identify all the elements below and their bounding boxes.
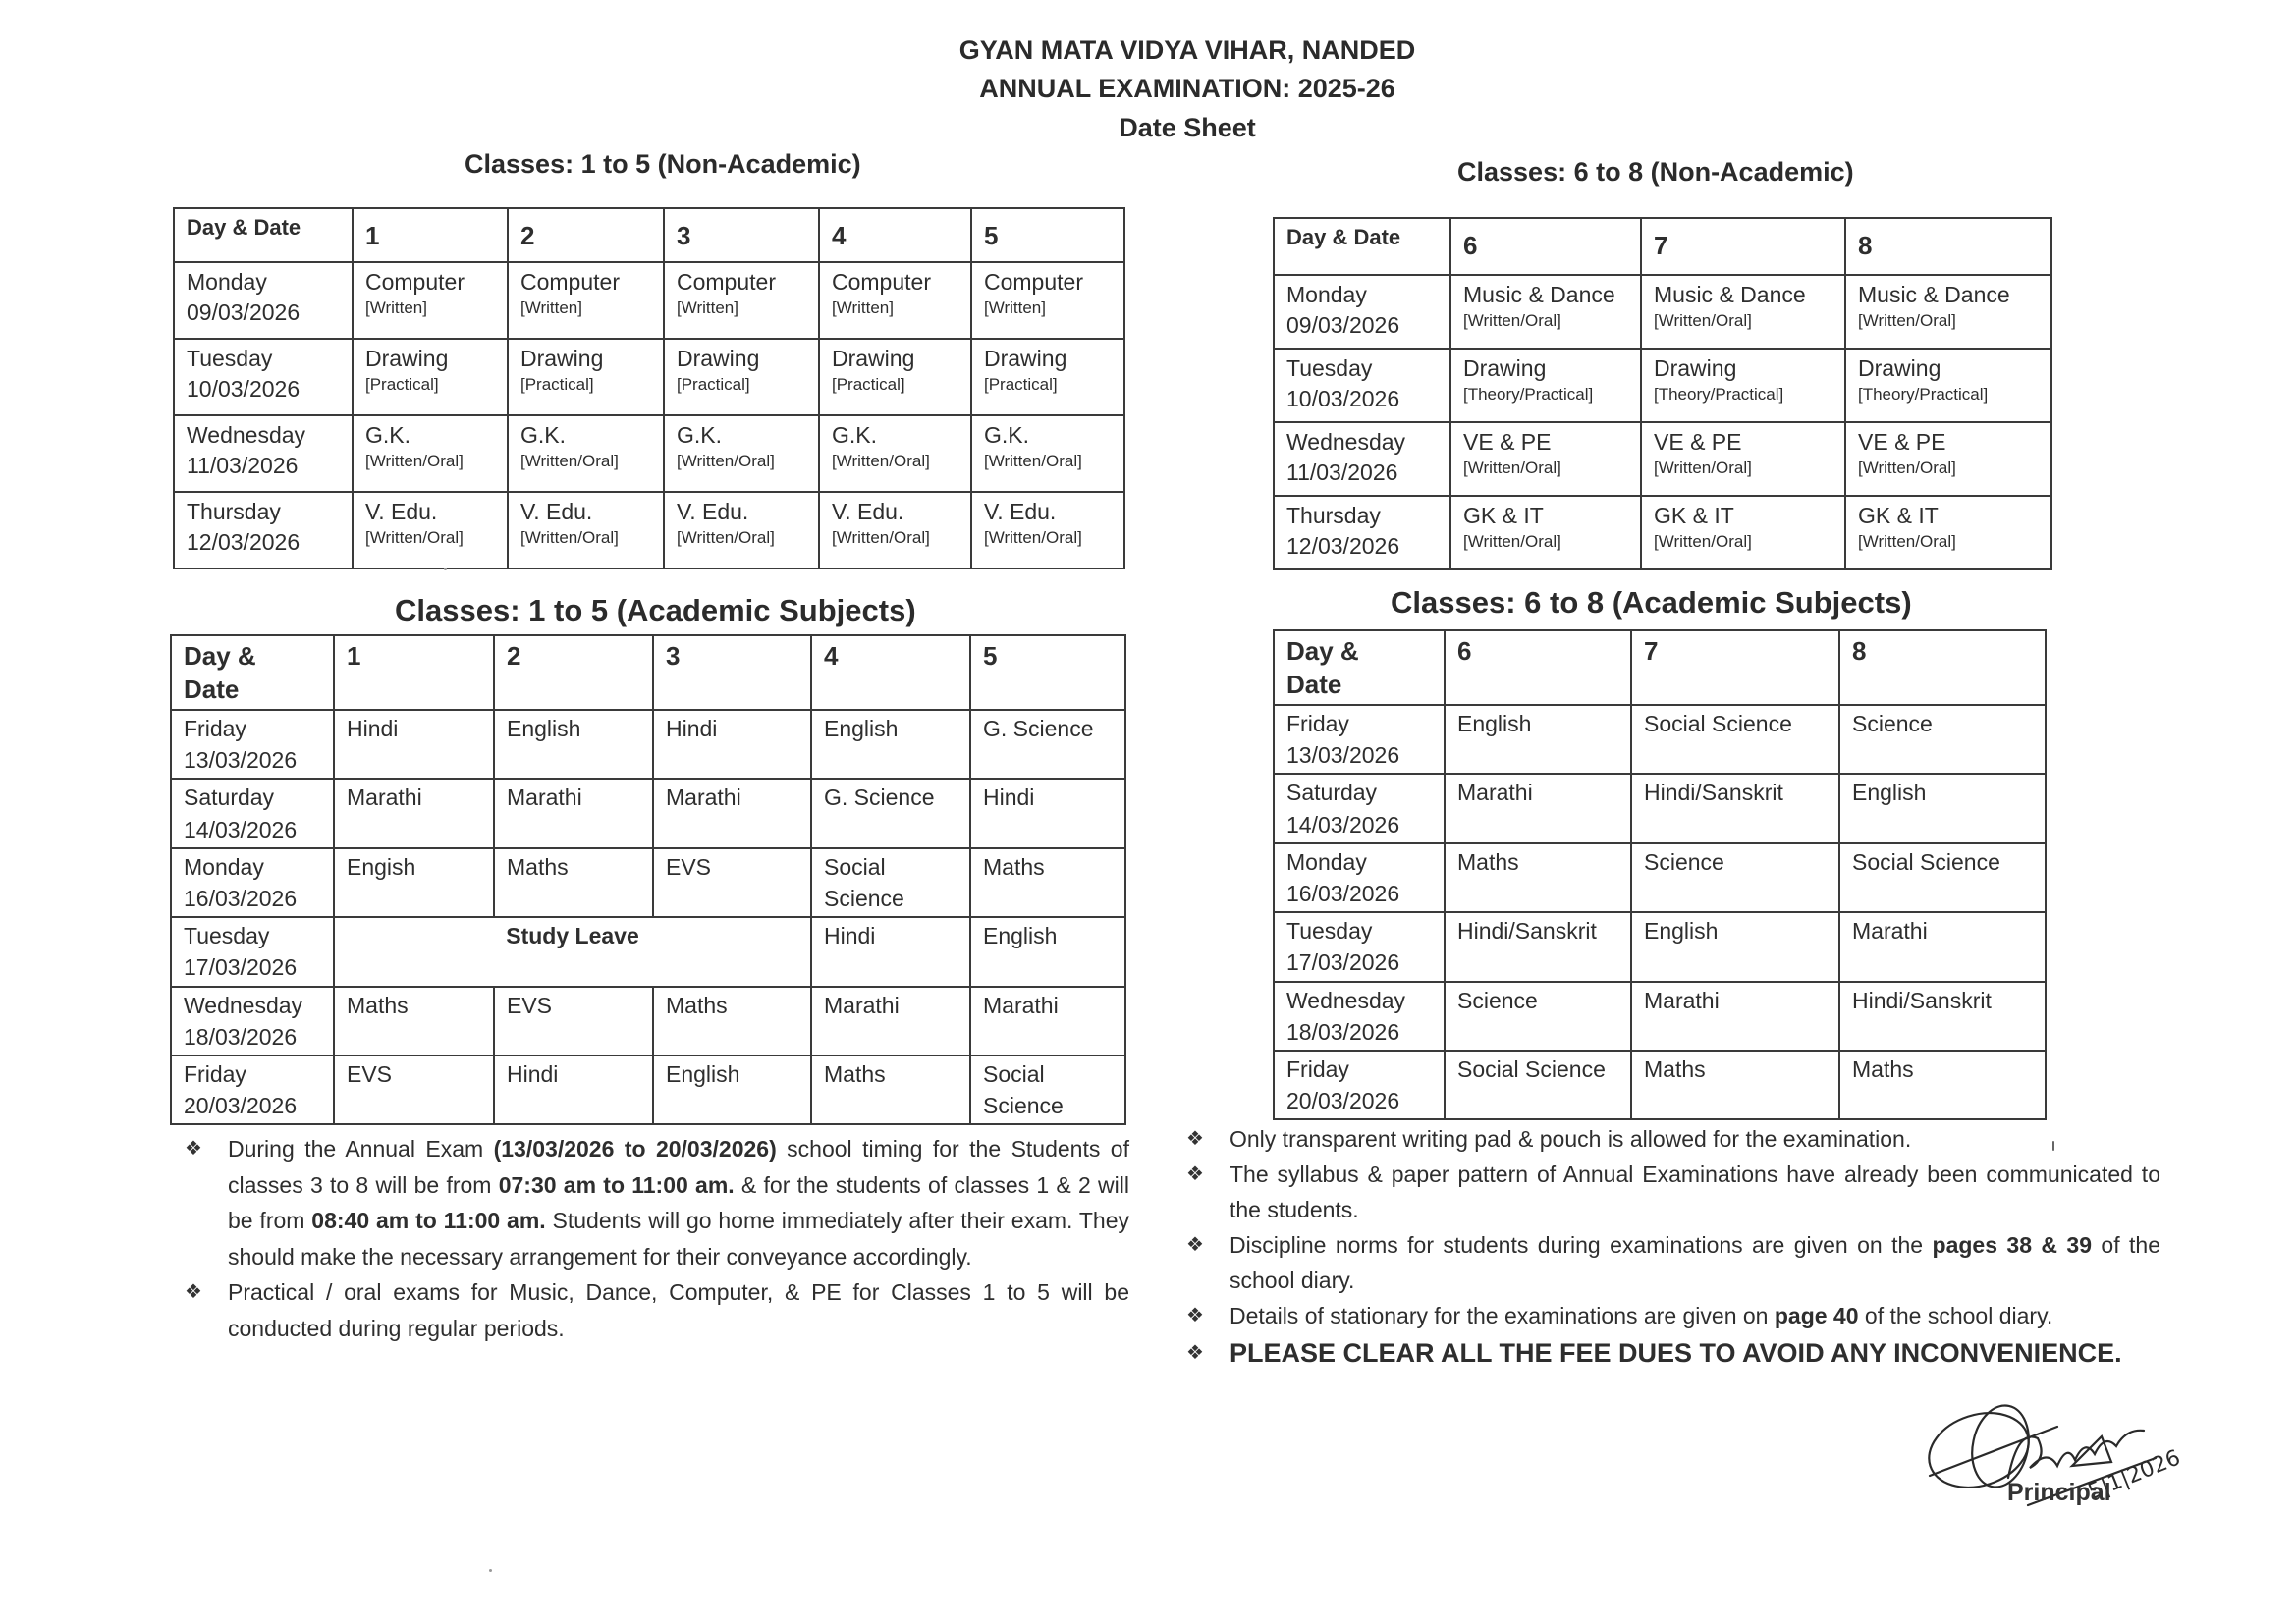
subject-name: GK & IT xyxy=(1858,503,1939,528)
exam-date: 14/03/2026 xyxy=(184,816,298,842)
subject-cell: Maths xyxy=(334,987,494,1055)
subject-cell: Marathi xyxy=(494,779,653,847)
day-date-cell xyxy=(171,1055,334,1124)
exam-date: 13/03/2026 xyxy=(1286,742,1400,769)
section-title-academic-1-5: Classes: 1 to 5 (Academic Subjects) xyxy=(395,593,916,627)
scan-speck xyxy=(444,568,447,570)
day-name: Friday xyxy=(1286,711,1349,736)
subject-name: G.K. xyxy=(365,422,411,448)
exam-date: 10/03/2026 xyxy=(187,376,301,403)
subject-cell: Hindi xyxy=(811,917,970,986)
exam-mode: [Written/Oral] xyxy=(1463,532,1561,552)
day-date-cell xyxy=(174,262,353,339)
exam-date: 12/03/2026 xyxy=(187,529,301,556)
day-date-header: Day & Date xyxy=(174,208,353,262)
date-header-line: Date xyxy=(184,674,240,704)
subject-cell: Hindi xyxy=(334,710,494,779)
class-header: 7 xyxy=(1641,218,1845,275)
subject-cell: Marathi xyxy=(653,779,811,847)
subject-cell: Hindi xyxy=(494,1055,653,1124)
class-header: 6 xyxy=(1445,630,1631,705)
exam-mode: [Written] xyxy=(520,298,582,318)
subject-cell: English xyxy=(1839,774,2046,842)
exam-mode: [Written/Oral] xyxy=(365,528,464,548)
subject-cell: EVS xyxy=(653,848,811,917)
instruction-text: of the school diary. xyxy=(1230,1232,2161,1293)
table-row xyxy=(174,492,1124,568)
subject-name: Drawing xyxy=(1463,355,1547,381)
table-row xyxy=(171,710,1125,779)
class-header: 8 xyxy=(1839,630,2046,705)
emphasis-text: 07:30 am to 11:00 am. xyxy=(498,1171,735,1198)
table-row xyxy=(171,917,1125,986)
exam-mode: [Written/Oral] xyxy=(1858,459,1956,478)
subject-cell xyxy=(664,415,819,492)
day-name: Monday xyxy=(1286,848,1367,875)
subject-name: VE & PE xyxy=(1463,429,1552,455)
header-row xyxy=(1274,630,2046,705)
exam-mode: [Written/Oral] xyxy=(1858,311,1956,331)
day-header-line: Day & xyxy=(1286,636,1359,666)
subject-name: GK & IT xyxy=(1463,503,1544,528)
day-name: Thursday xyxy=(1286,503,1381,528)
day-name: Wednesday xyxy=(187,422,306,448)
subject-cell xyxy=(1845,275,2051,349)
subject-cell xyxy=(819,339,971,415)
day-name: Monday xyxy=(1286,282,1367,307)
subject-cell xyxy=(1450,349,1641,422)
exam-date: 16/03/2026 xyxy=(1286,880,1400,906)
table-row xyxy=(174,415,1124,492)
exam-mode: [Written/Oral] xyxy=(520,452,619,471)
subject-name: Music & Dance xyxy=(1654,282,1806,307)
exam-mode: [Practical] xyxy=(832,375,905,395)
subject-name: Drawing xyxy=(677,346,760,371)
bullet-icon: ❖ xyxy=(1186,1163,1204,1185)
table-row xyxy=(1274,843,2046,912)
instruction-text: of the school diary. xyxy=(1858,1303,2053,1328)
subject-name: Music & Dance xyxy=(1858,282,2010,307)
class-header: 4 xyxy=(811,635,970,710)
day-name: Wednesday xyxy=(1286,987,1406,1013)
exam-date: 12/03/2026 xyxy=(1286,533,1400,560)
day-date-cell xyxy=(1274,843,1445,912)
emphasis-text: pages 38 & 39 xyxy=(1932,1232,2093,1258)
table-row xyxy=(171,848,1125,917)
exam-mode: [Practical] xyxy=(520,375,594,395)
bullet-icon: ❖ xyxy=(1186,1342,1204,1364)
day-date-cell xyxy=(1274,349,1450,422)
subject-name: G.K. xyxy=(520,422,567,448)
table-row xyxy=(1274,275,2051,349)
subject-cell: Hindi xyxy=(653,710,811,779)
header-row xyxy=(1274,218,2051,275)
subject-cell xyxy=(1641,349,1845,422)
class-header: 2 xyxy=(508,208,664,262)
subject-name: V. Edu. xyxy=(832,499,904,524)
exam-mode: [Written/Oral] xyxy=(677,452,775,471)
day-header-line: Day & xyxy=(184,641,256,671)
instructions-left xyxy=(177,1131,1129,1346)
day-name: Tuesday xyxy=(184,923,270,949)
class-header: 8 xyxy=(1845,218,2051,275)
subject-cell xyxy=(971,262,1124,339)
subject-cell xyxy=(664,262,819,339)
header-row xyxy=(171,635,1125,710)
exam-date: 10/03/2026 xyxy=(1286,386,1400,412)
date-header-line: Date xyxy=(1286,669,1342,699)
subject-cell: Maths xyxy=(494,848,653,917)
instruction-item xyxy=(1178,1335,2160,1371)
subject-name: Computer xyxy=(832,269,931,295)
subject-cell: Engish xyxy=(334,848,494,917)
day-date-cell xyxy=(1274,496,1450,569)
instruction-text: During the Annual Exam xyxy=(228,1136,494,1162)
principal-label: Principal xyxy=(2007,1479,2111,1506)
subject-cell: Marathi xyxy=(811,987,970,1055)
subject-name: V. Edu. xyxy=(984,499,1057,524)
table-row xyxy=(1274,705,2046,774)
day-name: Tuesday xyxy=(187,346,273,371)
non-academic-6-8-table xyxy=(1273,217,2052,570)
subject-cell: Maths xyxy=(1631,1051,1839,1119)
subject-name: Computer xyxy=(520,269,620,295)
subject-cell: G. Science xyxy=(970,710,1125,779)
class-header: 5 xyxy=(971,208,1124,262)
exam-date: 20/03/2026 xyxy=(1286,1088,1400,1114)
subject-cell: Social Science xyxy=(970,1055,1125,1124)
day-name: Tuesday xyxy=(1286,355,1373,381)
exam-mode: [Written/Oral] xyxy=(984,452,1082,471)
subject-cell: Social Science xyxy=(1631,705,1839,774)
day-date-cell xyxy=(1274,912,1445,981)
instruction-text: The syllabus & paper pattern of Annual Examinations have already been communicated to the students. xyxy=(1230,1162,2160,1222)
day-date-cell xyxy=(171,917,334,986)
day-name: Tuesday xyxy=(1286,918,1373,945)
exam-date: 14/03/2026 xyxy=(1286,811,1400,838)
subject-cell: Marathi xyxy=(1631,982,1839,1051)
instruction-text: Discipline norms for students during examinations are given on the xyxy=(1230,1232,1933,1258)
subject-cell: Marathi xyxy=(1445,774,1631,842)
subject-name: Drawing xyxy=(984,346,1067,371)
subject-cell: Marathi xyxy=(1839,912,2046,981)
subject-cell: English xyxy=(653,1055,811,1124)
subject-cell: Marathi xyxy=(334,779,494,847)
exam-date: 11/03/2026 xyxy=(187,453,299,479)
emphasis-text: PLEASE CLEAR ALL THE FEE DUES TO AVOID ANY INCONVENIENCE. xyxy=(1230,1338,2122,1368)
bullet-icon: ❖ xyxy=(1186,1234,1204,1256)
exam-date: 20/03/2026 xyxy=(184,1093,298,1119)
exam-mode: [Practical] xyxy=(365,375,439,395)
subject-cell xyxy=(819,492,971,568)
subject-cell xyxy=(353,415,508,492)
subject-cell: EVS xyxy=(334,1055,494,1124)
instructions-right xyxy=(1178,1121,2160,1371)
emphasis-text: page 40 xyxy=(1774,1303,1859,1328)
exam-mode: [Written/Oral] xyxy=(677,528,775,548)
day-name: Saturday xyxy=(184,784,275,811)
day-date-header: Day & Date xyxy=(1274,218,1450,275)
bullet-icon: ❖ xyxy=(1186,1128,1204,1150)
exam-mode: [Written] xyxy=(984,298,1046,318)
subject-cell xyxy=(1641,422,1845,496)
day-date-cell xyxy=(1274,422,1450,496)
subject-name: V. Edu. xyxy=(365,499,438,524)
instruction-item xyxy=(1178,1157,2160,1227)
subject-cell: Maths xyxy=(1839,1051,2046,1119)
academic-6-8-table xyxy=(1273,629,2047,1120)
exam-mode: [Written/Oral] xyxy=(1654,459,1752,478)
study-leave-cell: Study Leave xyxy=(334,917,811,986)
subject-name: G.K. xyxy=(984,422,1030,448)
instruction-item xyxy=(177,1274,1129,1346)
class-header: 3 xyxy=(653,635,811,710)
subject-name: Drawing xyxy=(1858,355,1941,381)
subject-cell: Social Science xyxy=(1839,843,2046,912)
table-row xyxy=(1274,982,2046,1051)
subject-cell xyxy=(508,415,664,492)
subject-cell: Science xyxy=(1445,982,1631,1051)
subject-cell xyxy=(508,262,664,339)
subject-cell: G. Science xyxy=(811,779,970,847)
exam-mode: [Written] xyxy=(365,298,427,318)
exam-date: 09/03/2026 xyxy=(1286,312,1400,339)
exam-mode: [Written/Oral] xyxy=(1654,532,1752,552)
table-row xyxy=(1274,422,2051,496)
date-sheet-title: Date Sheet xyxy=(1119,113,1256,142)
section-title-non-academic-6-8: Classes: 6 to 8 (Non-Academic) xyxy=(1457,157,1854,187)
exam-mode: [Theory/Practical] xyxy=(1858,385,1989,405)
instruction-text: Students will go home immediately after their exam. They should make the necessary arrangement for their conveyance accordingly. xyxy=(228,1208,1129,1270)
academic-1-5-table xyxy=(170,634,1126,1125)
table-row xyxy=(1274,912,2046,981)
exam-mode: [Written] xyxy=(677,298,738,318)
exam-date: 17/03/2026 xyxy=(184,954,298,981)
exam-mode: [Written/Oral] xyxy=(520,528,619,548)
subject-name: G.K. xyxy=(677,422,723,448)
exam-mode: [Written] xyxy=(832,298,894,318)
subject-cell xyxy=(664,492,819,568)
table-row xyxy=(1274,496,2051,569)
instruction-text: Details of stationary for the examinations are given on xyxy=(1230,1303,1775,1328)
class-header: 1 xyxy=(353,208,508,262)
exam-date: 11/03/2026 xyxy=(1286,460,1398,486)
subject-cell xyxy=(971,339,1124,415)
table-row xyxy=(171,779,1125,847)
instruction-text: & for the students of classes 1 & 2 will be from xyxy=(228,1171,1129,1233)
day-date-cell xyxy=(171,710,334,779)
day-date-cell xyxy=(174,339,353,415)
day-date-cell xyxy=(171,848,334,917)
exam-date: 17/03/2026 xyxy=(1286,949,1400,976)
day-name: Monday xyxy=(184,853,264,880)
table-row xyxy=(171,987,1125,1055)
day-date-header xyxy=(1274,630,1445,705)
day-name: Thursday xyxy=(187,499,281,524)
subject-cell: English xyxy=(1445,705,1631,774)
subject-cell: English xyxy=(970,917,1125,986)
table-row xyxy=(174,339,1124,415)
subject-cell: Hindi/Sanskrit xyxy=(1839,982,2046,1051)
subject-name: VE & PE xyxy=(1858,429,1946,455)
subject-name: Drawing xyxy=(365,346,449,371)
subject-name: Computer xyxy=(677,269,776,295)
subject-cell xyxy=(819,415,971,492)
subject-cell xyxy=(1845,422,2051,496)
subject-cell: Maths xyxy=(970,848,1125,917)
subject-cell: English xyxy=(494,710,653,779)
exam-mode: [Practical] xyxy=(677,375,750,395)
class-header: 3 xyxy=(664,208,819,262)
subject-cell xyxy=(353,492,508,568)
bullet-icon: ❖ xyxy=(1186,1305,1204,1326)
subject-cell xyxy=(353,262,508,339)
subject-cell: English xyxy=(811,710,970,779)
day-date-cell xyxy=(1274,275,1450,349)
subject-cell: Science xyxy=(1631,843,1839,912)
subject-cell xyxy=(1450,496,1641,569)
day-date-cell xyxy=(1274,705,1445,774)
instruction-text: school timing for the Students of classes 3 to 8 will be from xyxy=(228,1136,1129,1198)
exam-mode: [Written/Oral] xyxy=(1654,311,1752,331)
emphasis-text: (13/03/2026 to 20/03/2026) xyxy=(493,1136,777,1162)
subject-cell: Social Science xyxy=(811,848,970,917)
subject-cell: Science xyxy=(1839,705,2046,774)
exam-mode: [Practical] xyxy=(984,375,1058,395)
class-header: 6 xyxy=(1450,218,1641,275)
day-name: Wednesday xyxy=(1286,429,1406,455)
subject-cell xyxy=(1641,275,1845,349)
exam-mode: [Written/Oral] xyxy=(832,528,930,548)
subject-cell: Maths xyxy=(653,987,811,1055)
day-date-cell xyxy=(1274,982,1445,1051)
day-name: Friday xyxy=(184,1060,246,1087)
subject-cell xyxy=(1845,349,2051,422)
subject-name: Music & Dance xyxy=(1463,282,1615,307)
signature-date: 5|1|2026 xyxy=(2084,1445,2184,1505)
exam-date: 16/03/2026 xyxy=(184,885,298,911)
subject-name: Computer xyxy=(984,269,1083,295)
subject-cell: Marathi xyxy=(970,987,1125,1055)
subject-cell: Hindi xyxy=(970,779,1125,847)
subject-cell xyxy=(353,339,508,415)
emphasis-text: 08:40 am to 11:00 am. xyxy=(311,1208,546,1233)
table-row xyxy=(174,262,1124,339)
exam-date: 09/03/2026 xyxy=(187,299,301,326)
scan-speck xyxy=(489,1569,492,1572)
subject-cell xyxy=(971,492,1124,568)
subject-name: Drawing xyxy=(832,346,915,371)
table-row xyxy=(1274,349,2051,422)
subject-cell xyxy=(1641,496,1845,569)
day-name: Friday xyxy=(184,716,246,741)
exam-mode: [Written/Oral] xyxy=(1463,311,1561,331)
subject-name: V. Edu. xyxy=(520,499,593,524)
exam-mode: [Written/Oral] xyxy=(832,452,930,471)
exam-date: 13/03/2026 xyxy=(184,747,298,774)
day-name: Monday xyxy=(187,269,267,295)
exam-mode: [Written/Oral] xyxy=(984,528,1082,548)
exam-mode: [Theory/Practical] xyxy=(1654,385,1784,405)
instruction-item xyxy=(1178,1227,2160,1298)
day-name: Friday xyxy=(1286,1055,1349,1082)
subject-name: GK & IT xyxy=(1654,503,1734,528)
day-date-cell xyxy=(1274,774,1445,842)
subject-cell xyxy=(1845,496,2051,569)
class-header: 4 xyxy=(819,208,971,262)
subject-name: V. Edu. xyxy=(677,499,749,524)
subject-name: VE & PE xyxy=(1654,429,1742,455)
day-date-cell xyxy=(171,987,334,1055)
section-title-non-academic-1-5: Classes: 1 to 5 (Non-Academic) xyxy=(465,149,861,179)
bullet-icon: ❖ xyxy=(185,1281,202,1303)
school-name: GYAN MATA VIDYA VIHAR, NANDED xyxy=(958,35,1416,65)
day-date-cell xyxy=(171,779,334,847)
exam-mode: [Written/Oral] xyxy=(1858,532,1956,552)
day-date-header xyxy=(171,635,334,710)
class-header: 2 xyxy=(494,635,653,710)
day-name: Saturday xyxy=(1286,780,1378,806)
subject-cell: Hindi/Sanskrit xyxy=(1631,774,1839,842)
section-title-academic-6-8: Classes: 6 to 8 (Academic Subjects) xyxy=(1391,585,1912,620)
scan-mark xyxy=(2052,1141,2054,1151)
exam-mode: [Theory/Practical] xyxy=(1463,385,1594,405)
instruction-item xyxy=(1178,1298,2160,1333)
non-academic-1-5-table xyxy=(173,207,1125,569)
exam-mode: [Written/Oral] xyxy=(1463,459,1561,478)
instruction-text: Only transparent writing pad & pouch is allowed for the examination. xyxy=(1230,1126,1912,1152)
subject-name: Drawing xyxy=(520,346,604,371)
instruction-text: Practical / oral exams for Music, Dance, Computer, & PE for Classes 1 to 5 will be conducted during regular periods. xyxy=(228,1279,1129,1341)
subject-cell xyxy=(508,339,664,415)
subject-name: Drawing xyxy=(1654,355,1737,381)
instruction-item xyxy=(1178,1121,2160,1157)
day-date-cell xyxy=(1274,1051,1445,1119)
day-name: Wednesday xyxy=(184,992,303,1018)
subject-cell xyxy=(508,492,664,568)
exam-title: ANNUAL EXAMINATION: 2025-26 xyxy=(979,74,1395,103)
day-date-cell xyxy=(174,492,353,568)
subject-cell: Hindi/Sanskrit xyxy=(1445,912,1631,981)
subject-cell: Social Science xyxy=(1445,1051,1631,1119)
subject-cell xyxy=(1450,422,1641,496)
subject-cell: Maths xyxy=(1445,843,1631,912)
subject-cell xyxy=(971,415,1124,492)
instruction-item xyxy=(177,1131,1129,1274)
subject-cell: Maths xyxy=(811,1055,970,1124)
subject-cell: EVS xyxy=(494,987,653,1055)
subject-cell xyxy=(664,339,819,415)
exam-mode: [Written/Oral] xyxy=(365,452,464,471)
class-header: 5 xyxy=(970,635,1125,710)
exam-date: 18/03/2026 xyxy=(184,1023,298,1050)
table-row xyxy=(1274,1051,2046,1119)
day-date-cell xyxy=(174,415,353,492)
subject-name: Computer xyxy=(365,269,465,295)
table-row xyxy=(1274,774,2046,842)
table-row xyxy=(171,1055,1125,1124)
bullet-icon: ❖ xyxy=(185,1138,202,1160)
class-header: 1 xyxy=(334,635,494,710)
header-row xyxy=(174,208,1124,262)
subject-name: G.K. xyxy=(832,422,878,448)
subject-cell xyxy=(1450,275,1641,349)
subject-cell: English xyxy=(1631,912,1839,981)
subject-cell xyxy=(819,262,971,339)
exam-date: 18/03/2026 xyxy=(1286,1018,1400,1045)
class-header: 7 xyxy=(1631,630,1839,705)
